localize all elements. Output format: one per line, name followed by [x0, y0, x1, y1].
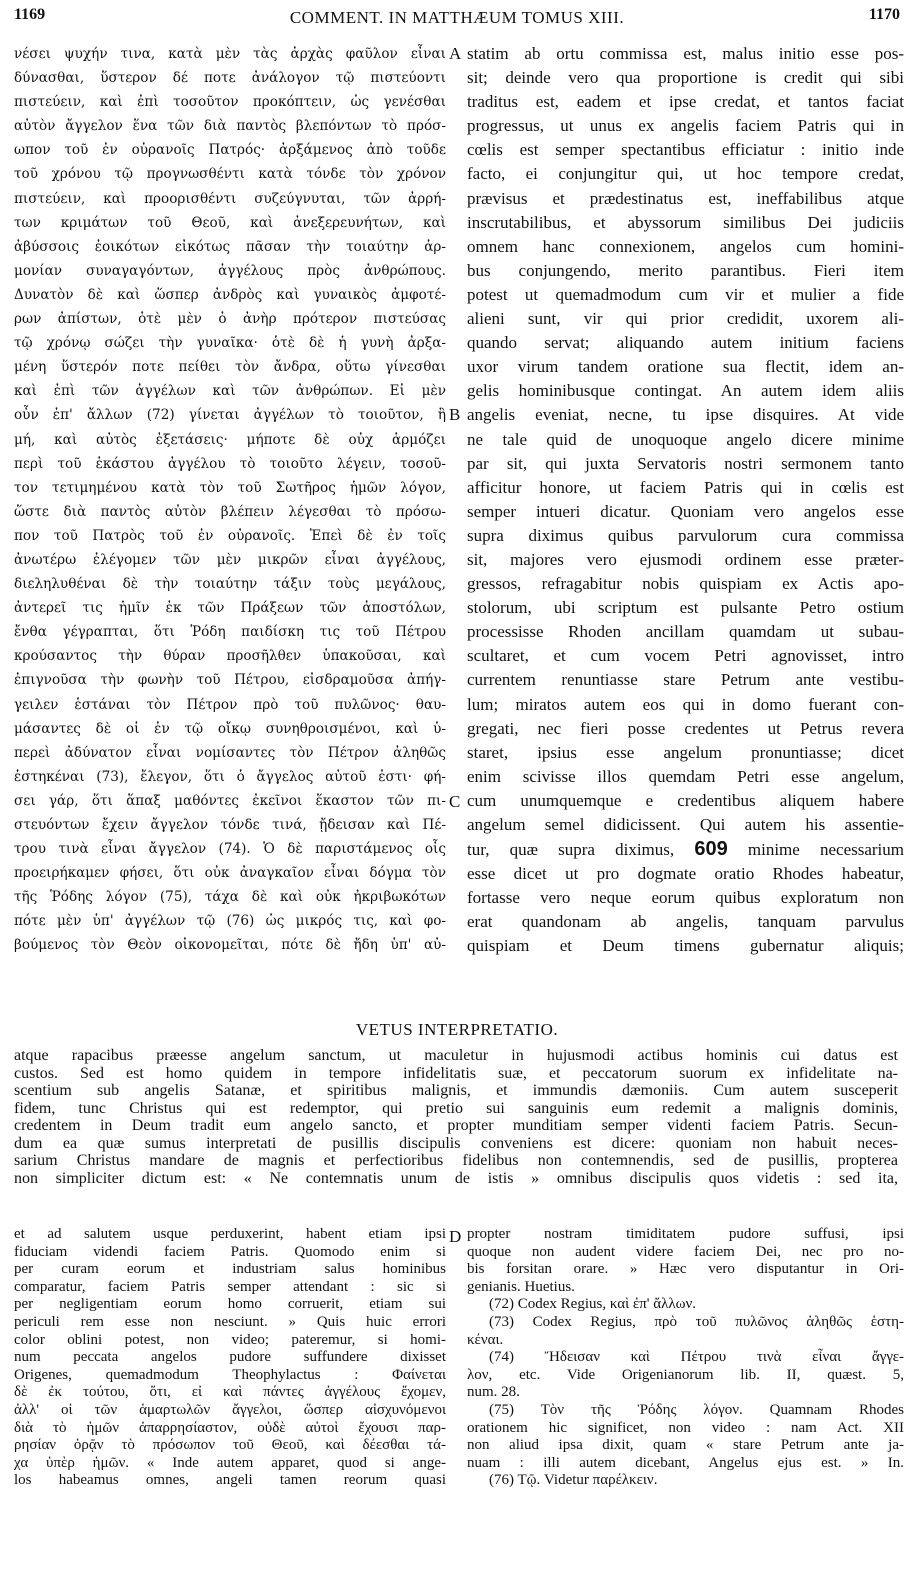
- section-marker-b: B: [449, 405, 461, 424]
- bottom-left-line: et ad salutem usque perduxerint, habent etiam ipsi: [14, 1226, 446, 1242]
- note-line: (76) Τῷ. Videtur παρέλκειν.: [489, 1472, 658, 1489]
- running-header: [14, 6, 900, 34]
- latin-line: afficitur honore, ut faciem Patris qui in cœlis est: [467, 477, 904, 497]
- line-part: tur, quæ supra diximus,: [467, 840, 695, 860]
- bottom-left-line: ἀλλ' οἱ τῶν ἁμαρτωλῶν ἄγγελοι, ὥσπερ αἰσχυνόμενοι: [14, 1401, 446, 1418]
- vetus-line: credentem in Deum tradit eum angelo sancto, et propter munditiam semper videnti faciem Patris. Secun-: [14, 1117, 898, 1134]
- note-line: num. 28.: [467, 1384, 520, 1401]
- latin-line: sit; deinde vero qua proportione is credit qui sibi: [467, 68, 904, 88]
- latin-line: par sit, qui juxta Servatoris nostri sermonem tanto: [467, 453, 904, 473]
- greek-line: σει γάρ, ὅτι ἅπαξ μαθόντες ἐκεῖνοι ἕκαστον τῶν πι-: [14, 792, 446, 809]
- latin-line: angelis eveniat, necne, tu ipse disquires. At vide: [467, 405, 904, 425]
- bottom-left-line: per negligentiam eorum homo corruerit, etiam sui: [14, 1296, 446, 1313]
- bottom-left-line: comparatur, faciem Patris semper attendant : sic si: [14, 1278, 446, 1295]
- greek-line: βούμενος τὸν Θεὸν οἰκονομεῖται, πότε δὲ ἤδη ὑπ' αὐ-: [14, 937, 446, 954]
- vetus-line: atque rapacibus præesse angelum sanctum, ut maculetur in hujusmodi actibus hominis cui datus est: [14, 1047, 898, 1064]
- greek-line: δύνασθαι, ὕστερον δέ ποτε ἀνάλογον τῷ πιστεύοντι: [14, 70, 446, 87]
- latin-line: inscrutabilibus, et abyssorum similibus Dei judiciis: [467, 212, 904, 232]
- note-line: (72) Codex Regius, καὶ ἐπ' ἄλλων.: [489, 1296, 697, 1313]
- bottom-left-line: los habeamus omnes, angeli tamen reorum quasi: [14, 1472, 446, 1489]
- latin-line: facto, ei conjungitur qui, ut hoc tempore credat,: [467, 164, 904, 184]
- vetus-line: fidem, tunc Christus qui est redemptor, qui pretio sui sanguinis eum redemit a malignis dominis,: [14, 1099, 898, 1117]
- bottom-left-line: num peccata angelos pudore suffundere dixisset: [14, 1349, 446, 1366]
- greek-line: αὐτὸν ἄγγελον ἕνα τῶν διὰ παντὸς βλεπόντων τὸ πρόσ-: [14, 118, 446, 135]
- latin-line: stolorum, ubi scriptum est pulsante Petro ostium: [467, 598, 904, 618]
- greek-line: προειρήκαμεν φήσει, ὅτι οὐκ ἀναγκαῖον εἶναι δόγμα τὸν: [14, 865, 446, 882]
- latin-line: lum; miratos autem eos qui in domo fuerant con-: [467, 694, 904, 714]
- vetus-interpretatio-text: [14, 1047, 898, 1187]
- greek-line: στευόντων ἔχειν ἄγγελον τόνδε τινά, ᾔδεισαν καὶ Πέ-: [14, 817, 446, 833]
- greek-line: νέσει ψυχήν τινα, κατὰ μὲν τὰς ἀρχὰς φαῦλον εἶναι: [14, 46, 446, 62]
- latin-line: uxor virum tandem oratione sua flectit, idem an-: [467, 357, 904, 377]
- greek-line: των κριμάτων τοῦ Θεοῦ, καὶ ἀνεξερευνήτων, καὶ: [14, 214, 446, 231]
- greek-line: κρούσαντος τὴν θύραν προσῆλθεν ὑπακοῦσαι, καὶ: [14, 648, 446, 665]
- latin-line: quispiam et Deum timens gubernatur aliquis;: [467, 936, 904, 956]
- latin-line: ne tale quid de unoquoque angelo dicere minime: [467, 429, 904, 449]
- greek-line: ωπον τοῦ ἐν οὐρανοῖς Πατρός· ἀρξάμενος ἀπὸ τοῦδε: [14, 142, 446, 159]
- greek-line: ἀντερεῖ τις ἡμῖν ἐκ τῶν Πράξεων τῶν ἀποστόλων,: [14, 600, 446, 617]
- greek-line: πον τοῦ Πατρὸς τοῦ ἐν οὐρανοῖς. Ἐπεὶ δὲ ἐν τοῖς: [14, 527, 446, 544]
- greek-line: οὖν ἐπ' ἄλλων (72) γίνεται ἀγγέλων τὸ τοιοῦτον, ἢ: [14, 407, 446, 424]
- running-title: COMMENT. IN MATTHÆUM TOMUS XIII.: [289, 8, 625, 27]
- vetus-line: non simpliciter dictum est: « Ne contemnatis unum de istis » omnibus discipulis quos videtis : sed ita,: [14, 1169, 898, 1187]
- latin-line: alieni sunt, vir qui prior credidit, uxorem ali-: [467, 309, 904, 329]
- latin-line: quando servat; aliquando autem initium faciens: [467, 333, 904, 353]
- vetus-line: dum ea quæ sumus interpretati de pusillis discipulis conveniens est dicere: quoniam non habuit neces-: [14, 1134, 898, 1152]
- latin-line: sit, majores vero ejusmodi ordinem esse præter-: [467, 549, 904, 569]
- latin-line: potest ut quemadmodum cum vir et mulier a fide: [467, 284, 904, 304]
- latin-line: currentem renuntiasse stare Petrum ante vestibu-: [467, 670, 904, 690]
- greek-line: μάσαντες δὲ οἱ ἐν τῷ οἴκῳ συνηθροισμένοι, καὶ ὑ-: [14, 720, 446, 737]
- latin-line: omnem hanc connexionem, angelos cum homini-: [467, 236, 904, 256]
- note-line: genianis. Huetius.: [467, 1278, 575, 1295]
- greek-line: περὶ τοῦ ἑκάστου ἀγγέλου τὸ τοιοῦτο λέγειν, τοσοῦ-: [14, 455, 446, 472]
- greek-line: πότε μὲν ὑπ' ἀγγέλων τῷ (76) ὡς μικρός τις, καὶ φο-: [14, 913, 446, 930]
- greek-line: ὥστε διὰ παντὸς αὐτὸν βλέπειν λέγεσθαι τὸ πρόσω-: [14, 503, 446, 520]
- latin-line: esse dicet ut pro dogmate oratio Rhodes habeatur,: [467, 864, 904, 884]
- note-line: propter nostram timiditatem pudore suffusi, ipsi: [467, 1226, 904, 1242]
- footnotes: [467, 1226, 904, 1490]
- latin-tail-lines: [467, 862, 904, 958]
- bottom-left-line: διὰ τὸ ἡμῶν ἀπαρρησίαστον, οὐδὲ αὐτοὶ ἔχουσι παρ-: [14, 1419, 446, 1436]
- section-marker-c: C: [449, 792, 461, 811]
- greek-line: τῆς Ῥόδης λόγον (75), τάχα δὲ καὶ οὐκ ἠκριβωκότων: [14, 889, 446, 906]
- latin-line: enim scivisse illos quemdam Petri esse angelum,: [467, 766, 904, 786]
- greek-line: μονίαν συναγαγόντων, ἀγγέλους πρὸς ἀνθρώπους.: [14, 262, 446, 279]
- bottom-left-line: fiduciam videndi faciem Patris. Quomodo enim si: [14, 1243, 446, 1260]
- vetus-line: sarium Christus mandare de magnis et perfectioribus fidelibus non contemnendis, sed de pusillis, propterea: [14, 1152, 898, 1169]
- note-line: nuam : illi autem dicebant, Angelus ejus est. » In.: [467, 1454, 904, 1471]
- latin-line: statim ab ortu commissa est, malus initio esse pos-: [467, 44, 904, 63]
- note-line: quoque non audent videre faciem Dei, nec pro no-: [467, 1243, 904, 1260]
- bottom-left-line: Origenes, quemadmodum Theophylactus : Φαίνεται: [14, 1366, 446, 1383]
- latin-line: prævisus et prædestinatus est, ineffabilibus atque: [467, 188, 904, 208]
- greek-line: περεὶ ἀδύνατον εἶναι νομίσαντες τὸν Πέτρον ἀληθῶς: [14, 744, 446, 761]
- latin-line: bus conjungendo, merito parantibus. Fieri item: [467, 260, 904, 280]
- greek-line: ἑστηκέναι (73), ἔλεγον, ὅτι ὁ ἄγγελος αὐτοῦ ἐστι· φή-: [14, 768, 446, 785]
- note-line: orationem hic significet, non video : nam Act. XII: [467, 1419, 904, 1436]
- note-line: κέναι.: [467, 1331, 504, 1348]
- note-line: non aliud ipsa dixit, quam « stare Petrum ante ja-: [467, 1437, 904, 1454]
- note-line: (74) Ἤδεισαν καὶ Πέτρου τινὰ εἶναι ἄγγε-: [489, 1349, 904, 1366]
- greek-line: καὶ ἐπὶ τῶν ἀγγέλων καὶ τῶν ἀνθρώπων. Εἰ μὲν: [14, 383, 446, 400]
- latin-line: processisse Rhoden ancillam quamdam ut subau-: [467, 622, 904, 642]
- latin-line: traditus est, eadem et ipse credat, et tantos faciat: [467, 92, 904, 112]
- vetus-interpretatio-heading: VETUS INTERPRETATIO.: [355, 1020, 559, 1039]
- text-line-with-column-number: [467, 837, 904, 862]
- latin-line: angelum semel didicissent. Qui autem his assentie-: [467, 815, 904, 834]
- greek-line: μή, καὶ αὐτὸς ἐξετάσεις· μήποτε δὲ οὐχ ἁρμόζει: [14, 431, 446, 448]
- latin-line: fortasse vero neque eorum quibus exploratum non: [467, 888, 904, 908]
- greek-line: πιστεύειν, καὶ ἐπὶ τοσοῦτον προκόπτειν, ὡς γενέσθαι: [14, 94, 446, 111]
- greek-line: ρων ἀπίστων, ὁτὲ μὲν ὁ ἀνὴρ πρότερον πιστεύσας: [14, 311, 446, 328]
- note-line: λον, etc. Vide Origenianorum lib. II, quæst. 5,: [467, 1366, 904, 1383]
- greek-line: ἔνθα γέγραπται, ὅτι Ῥόδη παιδίσκη τις τοῦ Πέτρου: [14, 624, 446, 641]
- bottom-left-line: color oblini potest, non video; pateremur, si homi-: [14, 1331, 446, 1348]
- greek-line: τῷ χρόνῳ σώζει τὴν γυναῖκα· ὁτὲ δὲ ἡ γυνὴ ἀρξα-: [14, 335, 446, 352]
- greek-line: διεληλυθέναι δὲ τὴν τοιαύτην τάξιν τοὺς μεγάλους,: [14, 576, 446, 593]
- latin-line: semper intueri dicatur. Quoniam vero angelos esse: [467, 501, 904, 521]
- page-number-left: 1169: [14, 6, 46, 23]
- bottom-left-line: periculi rem esse non nesciunt. » Quis huic errori: [14, 1313, 446, 1330]
- latin-line: gressos, refragabitur nobis quispiam ex Actis apo-: [467, 574, 904, 594]
- bottom-left-line: ρησίαν ὁρᾷν τὸ πρόσωπον τοῦ Θεοῦ, καὶ δέεσθαι τά-: [14, 1437, 446, 1454]
- latin-lines: [467, 42, 904, 837]
- greek-line: ἐπιγνοῦσα τὴν φωνὴν τοῦ Πέτρου, εἰσδραμοῦσα ἀπήγ-: [14, 672, 446, 689]
- greek-line: Δυνατὸν δὲ καὶ ὥσπερ ἀνδρὸς καὶ γυναικὸς ἀμφοτέ-: [14, 286, 446, 303]
- greek-line: πιστεύειν, καὶ προορισθέντι συζεύγνυται, τῶν ἀρρή-: [14, 190, 446, 207]
- latin-line: cum unumquemque e credentibus aliquem habere: [467, 790, 904, 810]
- latin-line: scultaret, et cum vocem Petri agnovisset, intro: [467, 646, 904, 666]
- greek-line: ἀβύσσοις ἐοικότων εἰκότως πᾶσαν τὴν τοιαύτην ἁρ-: [14, 238, 446, 255]
- note-line: (73) Codex Regius, πρὸ τοῦ πυλῶνος ἀληθῶς ἑστη-: [489, 1313, 904, 1330]
- section-marker-a: A: [449, 44, 462, 63]
- page-number-right: 1170: [868, 6, 900, 23]
- bottom-left-line: χα ὑπὲρ ἡμῶν. « Inde autem apparet, quod si ange-: [14, 1454, 446, 1471]
- greek-line: τον τετιμημένου κατὰ τὸν τοῦ Σωτῆρος ἡμῶν λόγον,: [14, 479, 446, 496]
- line-part: minime necessarium: [727, 840, 904, 860]
- note-line: (75) Τὸν τῆς Ῥόδης λόγον. Quamnam Rhodes: [489, 1401, 904, 1418]
- column-number: 609: [694, 838, 728, 861]
- greek-line: τοῦ χρόνου τῷ προγνωσθέντι κατὰ τόνδε τὸν χρόνον: [14, 166, 446, 183]
- greek-line: μένη ὕστερόν ποτε πείθει τὸν ἄνδρα, οὕτω γίνεσθαι: [14, 359, 446, 376]
- latin-line: cœlis est semper spectantibus efficiatur : initio inde: [467, 140, 904, 160]
- latin-line: staret, ipsius esse angelum pronuntiasse; dicet: [467, 742, 904, 762]
- bottom-left-line: δὲ ἐκ τούτου, ὅτι, εἰ καὶ πάντες ἀγγέλους ἔχομεν,: [14, 1384, 446, 1401]
- latin-line: gregati, nec fieri posse credentes ut Petrus revera: [467, 718, 904, 738]
- latin-line: supra diximus quibus parvulorum cura commissa: [467, 525, 904, 545]
- greek-line: τρου τινὰ εἶναι ἄγγελον (74). Ὁ δὲ παριστάμενος οἷς: [14, 841, 446, 858]
- note-line: bis forsitan orare. » Hæc vero disputantur in Ori-: [467, 1261, 904, 1278]
- latin-text-column: [467, 42, 904, 959]
- latin-line: erat quandonam ab angelis, tanquam parvulus: [467, 912, 904, 932]
- latin-line: gelis hominibusque contingat. An autem idem aliis: [467, 381, 904, 401]
- vetus-line: scentium sub angelis Satanæ, et spiritibus malignis, et immundis dæmoniis. Cum autem susceperit: [14, 1082, 898, 1099]
- bottom-left-line: per curam eorum et industriam salus hominibus: [14, 1261, 446, 1278]
- greek-line: ἀνωτέρω ἐλέγομεν τῶν μὲν μικρῶν εἶναι ἀγγέλους,: [14, 551, 446, 568]
- latin-line: progressus, ut unus ex angelis faciem Patris qui in: [467, 116, 904, 136]
- greek-line: γειλεν ἑστάναι τὸν Πέτρον πρὸ τοῦ πυλῶνος· θαυ-: [14, 696, 446, 713]
- greek-text-column: [14, 42, 446, 958]
- vetus-line: custos. Sed est homo quidem in tempore infidelitatis suæ, et peccatorum suorum ex infidelitate na-: [14, 1064, 898, 1082]
- section-marker-d: D: [449, 1227, 462, 1246]
- bottom-left-text: [14, 1226, 446, 1490]
